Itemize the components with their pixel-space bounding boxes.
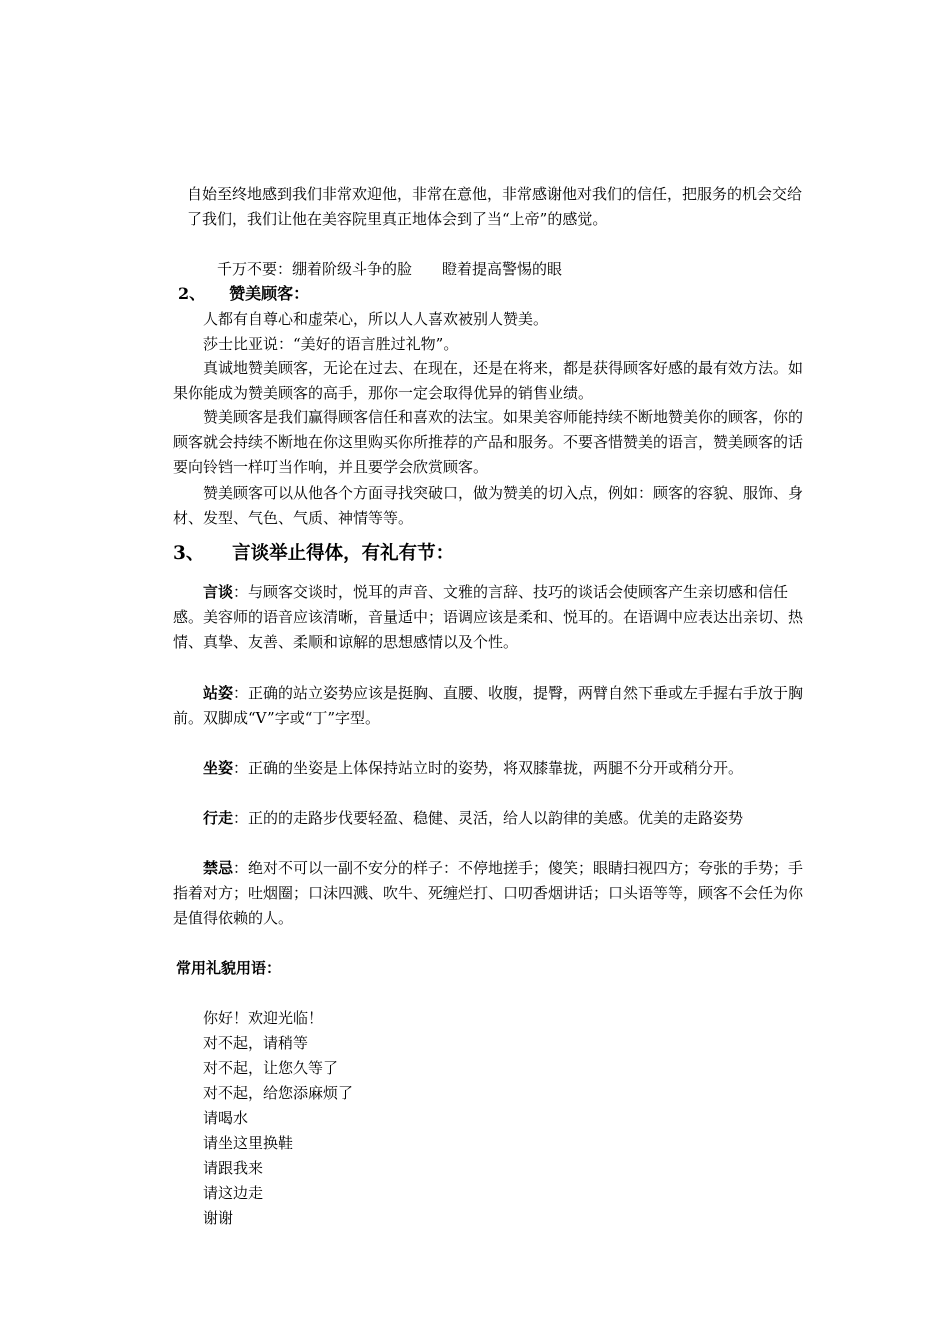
section-2-paragraph-3: 真诚地赞美顾客，无论在过去、在现在，还是在将来，都是获得顾客好感的最有效方法。如果你能成为赞美顾客的高手，那你一定会取得优异的销售业绩。 bbox=[173, 359, 804, 402]
section-2-paragraph-2: 莎士比亚说：“美好的语言胜过礼物”。 bbox=[203, 335, 459, 353]
phrases-list bbox=[203, 1006, 603, 1231]
taboo-paragraph bbox=[173, 856, 805, 931]
taboo-term: 禁忌 bbox=[203, 859, 234, 877]
taboo-text: ：绝对不可以一副不安分的样子：不停地搓手；傻笑；眼睛扫视四方；夸张的手势；手指着对方；吐烟圈；口沫四溅、吹牛、死缠烂打、口叨香烟讲话；口头语等等，顾客不会任为你是值得依赖的人。 bbox=[173, 859, 804, 927]
standing-paragraph bbox=[173, 681, 805, 731]
walking-paragraph bbox=[173, 806, 805, 831]
speech-paragraph bbox=[173, 580, 805, 655]
warning-line: 千万不要：绷着阶级斗争的脸 瞪着提高警惕的眼 bbox=[217, 260, 563, 278]
standing-term: 站姿 bbox=[203, 684, 234, 702]
sitting-text: ：正确的坐姿是上体保持站立时的姿势，将双膝靠拢，两腿不分开或稍分开。 bbox=[233, 759, 744, 777]
list-item: 谢谢 bbox=[203, 1209, 234, 1227]
intro-paragraph: 自始至终地感到我们非常欢迎他，非常在意他，非常感谢他对我们的信任，把服务的机会交给了我们，我们让他在美容院里真正地体会到了当“上帝”的感觉。 bbox=[187, 185, 803, 228]
list-item: 对不起，让您久等了 bbox=[203, 1059, 339, 1077]
walking-term: 行走 bbox=[203, 809, 234, 827]
sitting-paragraph bbox=[173, 756, 805, 781]
section-3-heading: 3、 言谈举止得体，有礼有节： bbox=[173, 543, 455, 564]
list-item: 请坐这里换鞋 bbox=[203, 1134, 294, 1152]
walking-text: ：正的的走路步伐要轻盈、稳健、灵活，给人以韵律的美感。优美的走路姿势 bbox=[233, 809, 744, 827]
list-item: 请这边走 bbox=[203, 1184, 264, 1202]
section-2-paragraph-5: 赞美顾客可以从他各个方面寻找突破口，做为赞美的切入点，例如：顾客的容貌、服饰、身材、发型、气色、气质、神情等等。 bbox=[173, 484, 804, 527]
section-2-paragraph-1: 人都有自尊心和虚荣心，所以人人喜欢被别人赞美。 bbox=[203, 310, 549, 328]
section-2-paragraph-4: 赞美顾客是我们赢得顾客信任和喜欢的法宝。如果美容师能持续不断地赞美你的顾客，你的顾客就会持续不断地在你这里购买你所推荐的产品和服务。不要吝惜赞美的语言，赞美顾客的话要向铃铛一样叮当作响，并且要学会欣赏顾客。 bbox=[173, 408, 804, 476]
list-item: 你好！欢迎光临！ bbox=[203, 1009, 324, 1027]
standing-text: ：正确的站立姿势应该是挺胸、直腰、收腹，提臀，两臂自然下垂或左手握右手放于胸前。双脚成“V”字或“丁”字型。 bbox=[173, 684, 804, 727]
phrases-title: 常用礼貌用语： bbox=[176, 959, 282, 977]
list-item: 对不起，请稍等 bbox=[203, 1034, 309, 1052]
speech-term: 言谈 bbox=[203, 583, 234, 601]
list-item: 请喝水 bbox=[203, 1109, 249, 1127]
list-item: 对不起，给您添麻烦了 bbox=[203, 1084, 354, 1102]
sitting-term: 坐姿 bbox=[203, 759, 234, 777]
section-2-heading: 2、 赞美顾客： bbox=[178, 284, 310, 303]
list-item: 请跟我来 bbox=[203, 1159, 264, 1177]
speech-text: ：与顾客交谈时，悦耳的声音、文雅的言辞、技巧的谈话会使顾客产生亲切感和信任感。美容师的语音应该清晰，音量适中；语调应该是柔和、悦耳的。在语调中应表达出亲切、热情、真挚、友善、柔顺和谅解的思想感情以及个性。 bbox=[173, 583, 804, 651]
